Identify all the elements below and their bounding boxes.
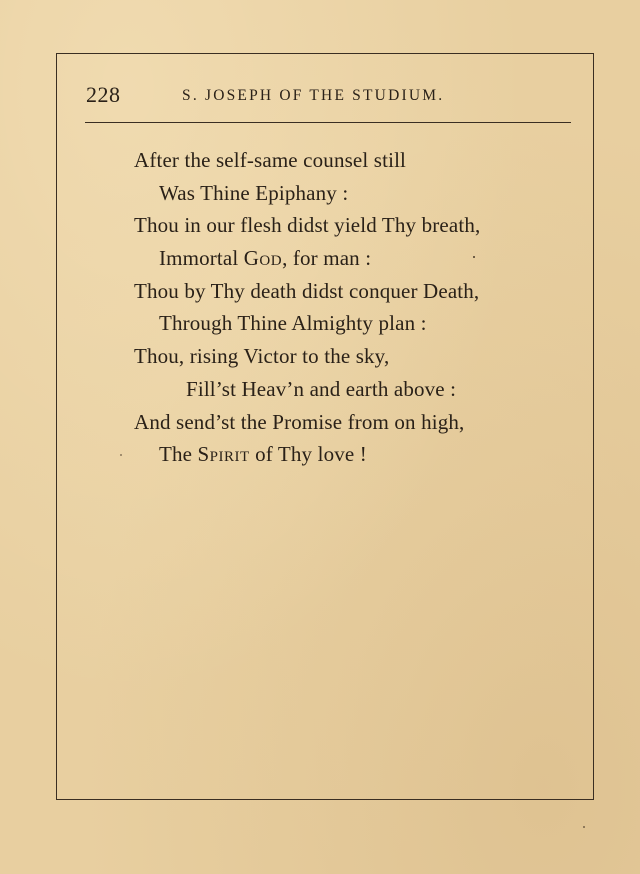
paper-speck [473, 256, 475, 258]
page-number: 228 [86, 82, 121, 107]
divine-name-spirit: Spirit [197, 442, 250, 467]
poem-line-7: Thou, rising Victor to the sky, [134, 344, 390, 369]
divine-name-god: God [243, 246, 283, 271]
poem-line-10-end: of Thy love ! [249, 442, 367, 467]
poem-line-4-start: Immortal [159, 246, 244, 271]
poem-line-4-end: , for man : [282, 246, 372, 271]
poem-line-6: Through Thine Almighty plan : [159, 311, 427, 336]
paper-speck [120, 454, 122, 456]
header-rule [85, 122, 571, 123]
poem-line-8: Fill’st Heav’n and earth above : [186, 376, 457, 401]
poem-line-3: Thou in our flesh didst yield Thy breath, [134, 213, 481, 238]
poem-line-9: And send’st the Promise from on high, [134, 409, 465, 434]
poem-line-5: Thou by Thy death didst conquer Death, [134, 278, 480, 303]
poem-line-1: After the self-same counsel still [134, 148, 407, 172]
running-head [86, 82, 572, 112]
poem-line-2: Was Thine Epiphany : [159, 180, 349, 205]
poem-stanza [134, 144, 574, 471]
poem-line-10 [134, 438, 574, 471]
poem-line-10-start: The [159, 442, 198, 467]
poem-line-4 [134, 242, 574, 275]
running-title: S. JOSEPH OF THE STUDIUM. [182, 87, 445, 104]
paper-speck [583, 826, 585, 828]
